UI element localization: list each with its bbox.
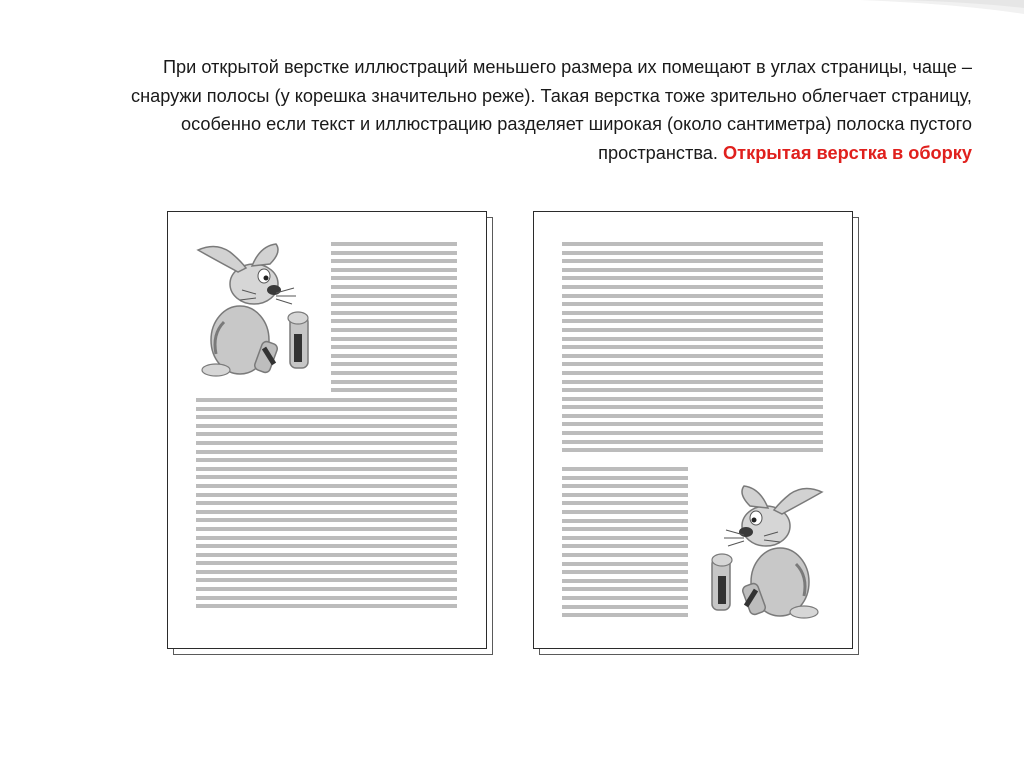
page-left [167, 211, 487, 649]
text-lines-wrap-right [331, 242, 457, 397]
caption-highlight: Открытая верстка в оборку [723, 142, 972, 163]
text-lines-full-width [562, 242, 823, 457]
page-right [533, 211, 853, 649]
caption-text: При открытой верстке иллюстраций меньшего размера их помещают в углах страницы, чаще – снаружи полосы (у корешка значительно реже). Такая верстка тоже зрительно облегчает страницу, особенно если текст и иллюстрацию разделяет широкая (около сантиметра) полоска пустого пространства. [130, 57, 972, 163]
text-lines-full-width [196, 398, 457, 613]
text-lines-wrap-left [562, 467, 688, 622]
rabbit-illustration [194, 238, 318, 385]
rabbit-illustration-mirrored [702, 480, 826, 627]
slide-caption [92, 53, 972, 167]
slide-top-accent [0, 0, 1024, 30]
